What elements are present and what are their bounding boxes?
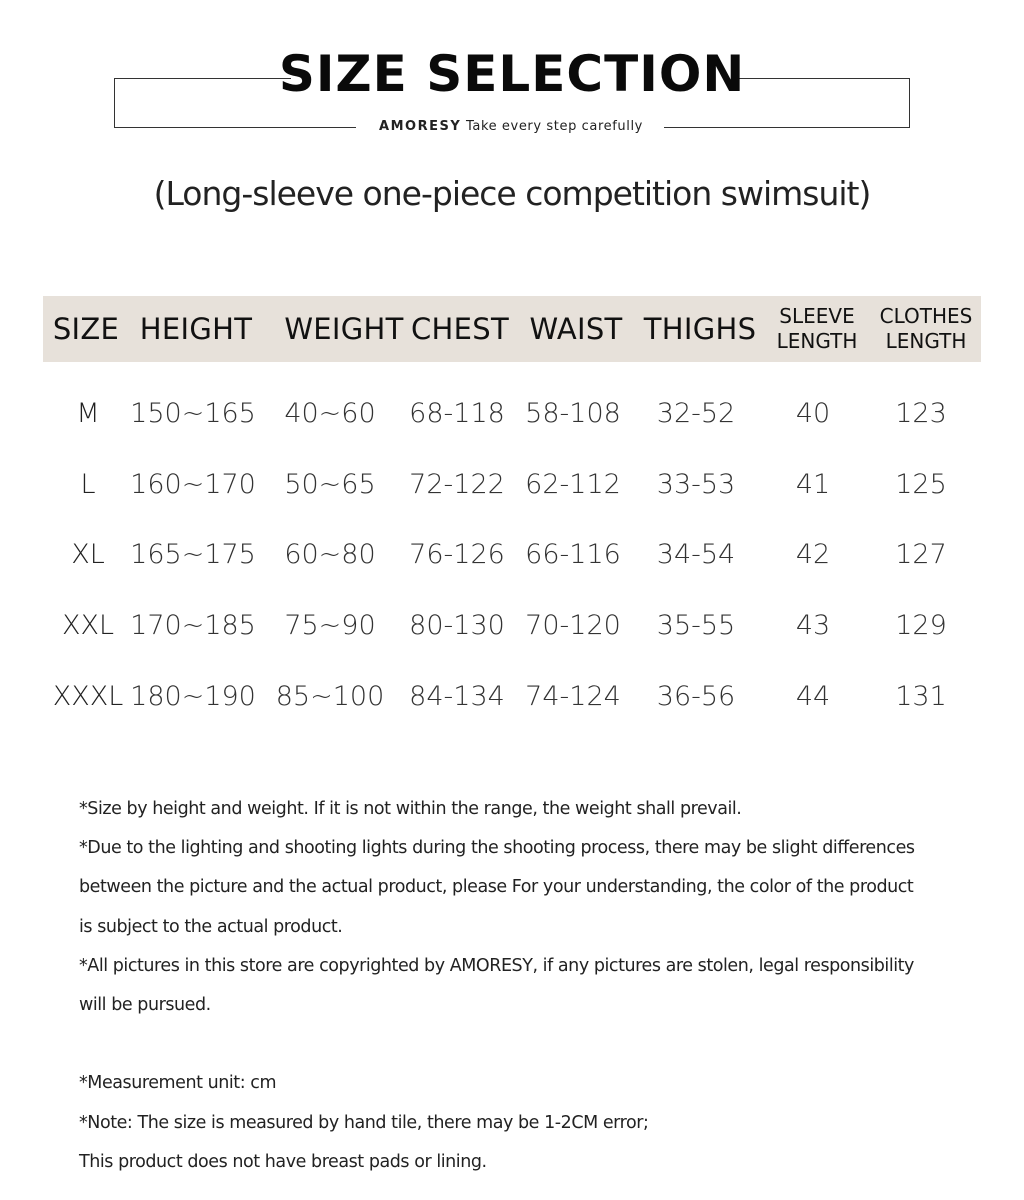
cell-chest: 80-130 (409, 609, 505, 641)
cell-size: XXXL (52, 680, 124, 712)
cell-sleeve-length: 42 (795, 538, 831, 570)
cell-height: 160~170 (130, 468, 256, 500)
header-sleeve-length: SLEEVE LENGTH (776, 304, 858, 353)
brand-tagline (358, 117, 664, 137)
cell-weight: 40~60 (284, 397, 376, 429)
cell-sleeve-length: 40 (795, 397, 831, 429)
note-line: is subject to the actual product. (79, 916, 343, 937)
cell-chest: 68-118 (409, 397, 505, 429)
header-waist: WAIST (529, 312, 623, 346)
cell-size: M (76, 397, 100, 429)
cell-clothes-length: 125 (895, 468, 947, 500)
note-line: will be pursued. (79, 994, 211, 1015)
header-thighs: THIGHS (643, 312, 757, 346)
cell-sleeve-length: 43 (795, 609, 831, 641)
note-line: *Note: The size is measured by hand tile, there may be 1-2CM error; (79, 1112, 649, 1133)
cell-clothes-length: 127 (895, 538, 947, 570)
cell-size: XL (71, 538, 105, 570)
cell-sleeve-length: 44 (795, 680, 831, 712)
frame-line-bottom-left (114, 127, 356, 128)
size-notes (79, 790, 959, 1182)
table-row (43, 464, 981, 504)
cell-waist: 58-108 (525, 397, 621, 429)
cell-clothes-length: 123 (895, 397, 947, 429)
cell-weight: 75~90 (284, 609, 376, 641)
cell-height: 150~165 (130, 397, 256, 429)
header-chest: CHEST (410, 312, 509, 346)
cell-thighs: 32-52 (656, 397, 736, 429)
header-height: HEIGHT (139, 312, 253, 346)
cell-waist: 70-120 (525, 609, 621, 641)
cell-thighs: 34-54 (656, 538, 736, 570)
table-row (43, 676, 981, 716)
brand-slogan: Take every step carefully (465, 119, 643, 134)
cell-clothes-length: 131 (895, 680, 947, 712)
cell-chest: 76-126 (409, 538, 505, 570)
note-line: *Measurement unit: cm (79, 1073, 277, 1094)
cell-height: 180~190 (130, 680, 256, 712)
note-spacer (79, 1025, 959, 1064)
cell-weight: 85~100 (275, 680, 385, 712)
cell-clothes-length: 129 (895, 609, 947, 641)
cell-size: XXL (61, 609, 115, 641)
page-title: SIZE SELECTION (278, 45, 746, 103)
size-table-header (43, 296, 981, 362)
header-clothes-length: CLOTHES LENGTH (879, 304, 973, 353)
note-line: *Due to the lighting and shooting lights during the shooting process, there may be slight differences (79, 838, 915, 859)
cell-chest: 84-134 (409, 680, 505, 712)
cell-waist: 74-124 (525, 680, 621, 712)
brand-name: AMORESY (379, 119, 462, 134)
cell-thighs: 33-53 (656, 468, 736, 500)
note-line: *All pictures in this store are copyrighted by AMORESY, if any pictures are stolen, legal responsibility (79, 955, 914, 976)
note-line: *Size by height and weight. If it is not within the range, the weight shall prevail. (79, 799, 742, 819)
table-row (43, 534, 981, 574)
note-line: This product does not have breast pads or lining. (79, 1151, 487, 1172)
cell-waist: 62-112 (525, 468, 621, 500)
cell-height: 170~185 (130, 609, 256, 641)
table-row (43, 605, 981, 645)
cell-height: 165~175 (130, 538, 256, 570)
note-line: between the picture and the actual product, please For your understanding, the color of the product (79, 877, 914, 898)
table-row (43, 393, 981, 433)
cell-weight: 50~65 (284, 468, 376, 500)
product-subtitle: (Long-sleeve one-piece competition swimsuit) (153, 174, 871, 213)
cell-thighs: 35-55 (656, 609, 736, 641)
cell-size: L (80, 468, 96, 500)
header-weight: WEIGHT (284, 312, 404, 346)
cell-weight: 60~80 (284, 538, 376, 570)
frame-line-bottom-right (664, 127, 910, 128)
cell-waist: 66-116 (525, 538, 621, 570)
cell-sleeve-length: 41 (795, 468, 831, 500)
cell-thighs: 36-56 (656, 680, 736, 712)
header-size: SIZE (52, 312, 120, 346)
cell-chest: 72-122 (409, 468, 505, 500)
